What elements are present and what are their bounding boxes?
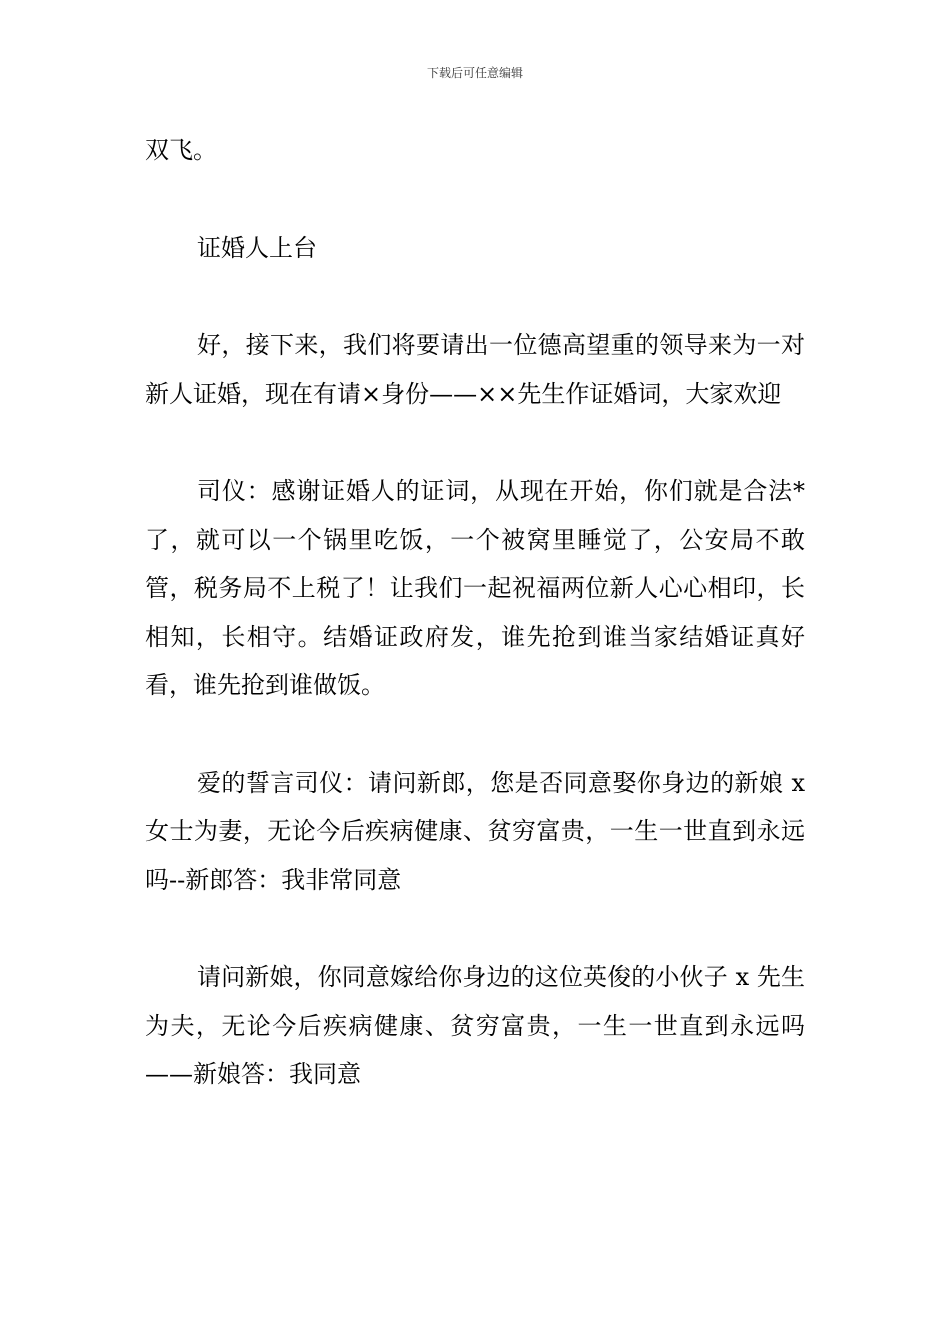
document-body	[145, 126, 805, 1148]
paragraph-6: 请问新娘，你同意嫁给你身边的这位英俊的小伙子 x 先生为夫，无论今后疾病健康、贫穷富贵，一生一世直到永远吗——新娘答：我同意	[145, 963, 805, 1088]
paragraph-5: 爱的誓言司仪：请问新郎，您是否同意娶你身边的新娘 x 女士为妻，无论今后疾病健康、贫穷富贵，一生一世直到永远吗--新郎答：我非常同意	[145, 768, 805, 894]
paragraph-3: 好，接下来，我们将要请出一位德高望重的领导来为一对新人证婚，现在有请×身份——××先生作证婚词，大家欢迎	[145, 331, 805, 408]
page-header-note: 下载后可任意编辑	[426, 66, 523, 80]
paragraph-2: 证婚人上台	[197, 233, 317, 262]
paragraph-1: 双飞。	[145, 136, 217, 164]
paragraph-4: 司仪：感谢证婚人的证词，从现在开始，你们就是合法*了，就可以一个锅里吃饭，一个被窝里睡觉了，公安局不敢管，税务局不上税了！让我们一起祝福两位新人心心相印，长相知，长相守。结婚证政府发，谁先抢到谁当家结婚证真好看，谁先抢到谁做饭。	[145, 477, 805, 699]
